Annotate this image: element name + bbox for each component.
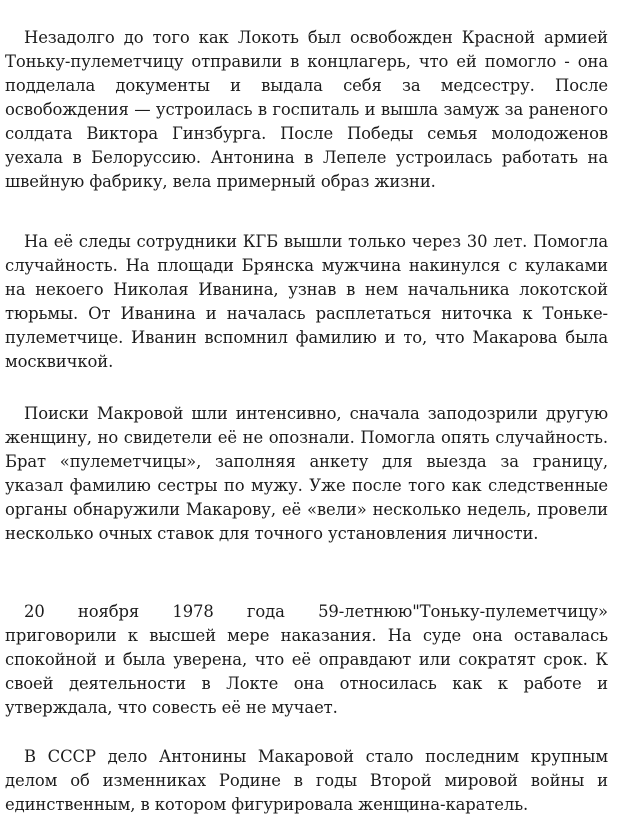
article-paragraph: Поиски Макровой шли интенсивно, сначала заподозрили другую женщину, но свидетели её не опознали. Помогла опять случайность. Брат «пулеметчицы», заполняя анкету для выезда за границу, указал фамилию сестры по мужу. Уже после того как следственные органы обнаружили Макарову, её «вели» несколько недель, провели несколько очных ставок для точного установления личности.	[5, 404, 608, 543]
article-paragraph: Незадолго до того как Локоть был освобожден Красной армией Тоньку-пулеметчицу отправили в концлагерь, что ей помогло - она подделала документы и выдала себя за медсестру. После освобождения — устроилась в госпиталь и вышла замуж за раненого солдата Виктора Гинзбурга. После Победы семья молодоженов уехала в Белоруссию. Антонина в Лепеле устроилась работать на швейную фабрику, вела примерный образ жизни.	[5, 28, 608, 191]
article-paragraph: В СССР дело Антонины Макаровой стало последним крупным делом об изменниках Родине в годы Второй мировой войны и единственным, в котором фигурировала женщина-каратель.	[5, 747, 608, 814]
article-paragraph: На её следы сотрудники КГБ вышли только через 30 лет. Помогла случайность. На площади Брянска мужчина накинулся с кулаками на некоего Николая Иванина, узнав в нем начальника локотской тюрьмы. От Иванина и началась расплетаться ниточка к Тоньке-пулеметчице. Иванин вспомнил фамилию и то, что Макарова была москвичкой.	[5, 232, 608, 371]
article-paragraph: 20 ноября 1978 года 59-летнюю"Тоньку-пулеметчицу» приговорили к высшей мере наказания. На суде она оставалась спокойной и была уверена, что её оправдают или сократят срок. К своей деятельности в Локте она относилась как к работе и утверждала, что совесть её не мучает.	[5, 602, 608, 717]
